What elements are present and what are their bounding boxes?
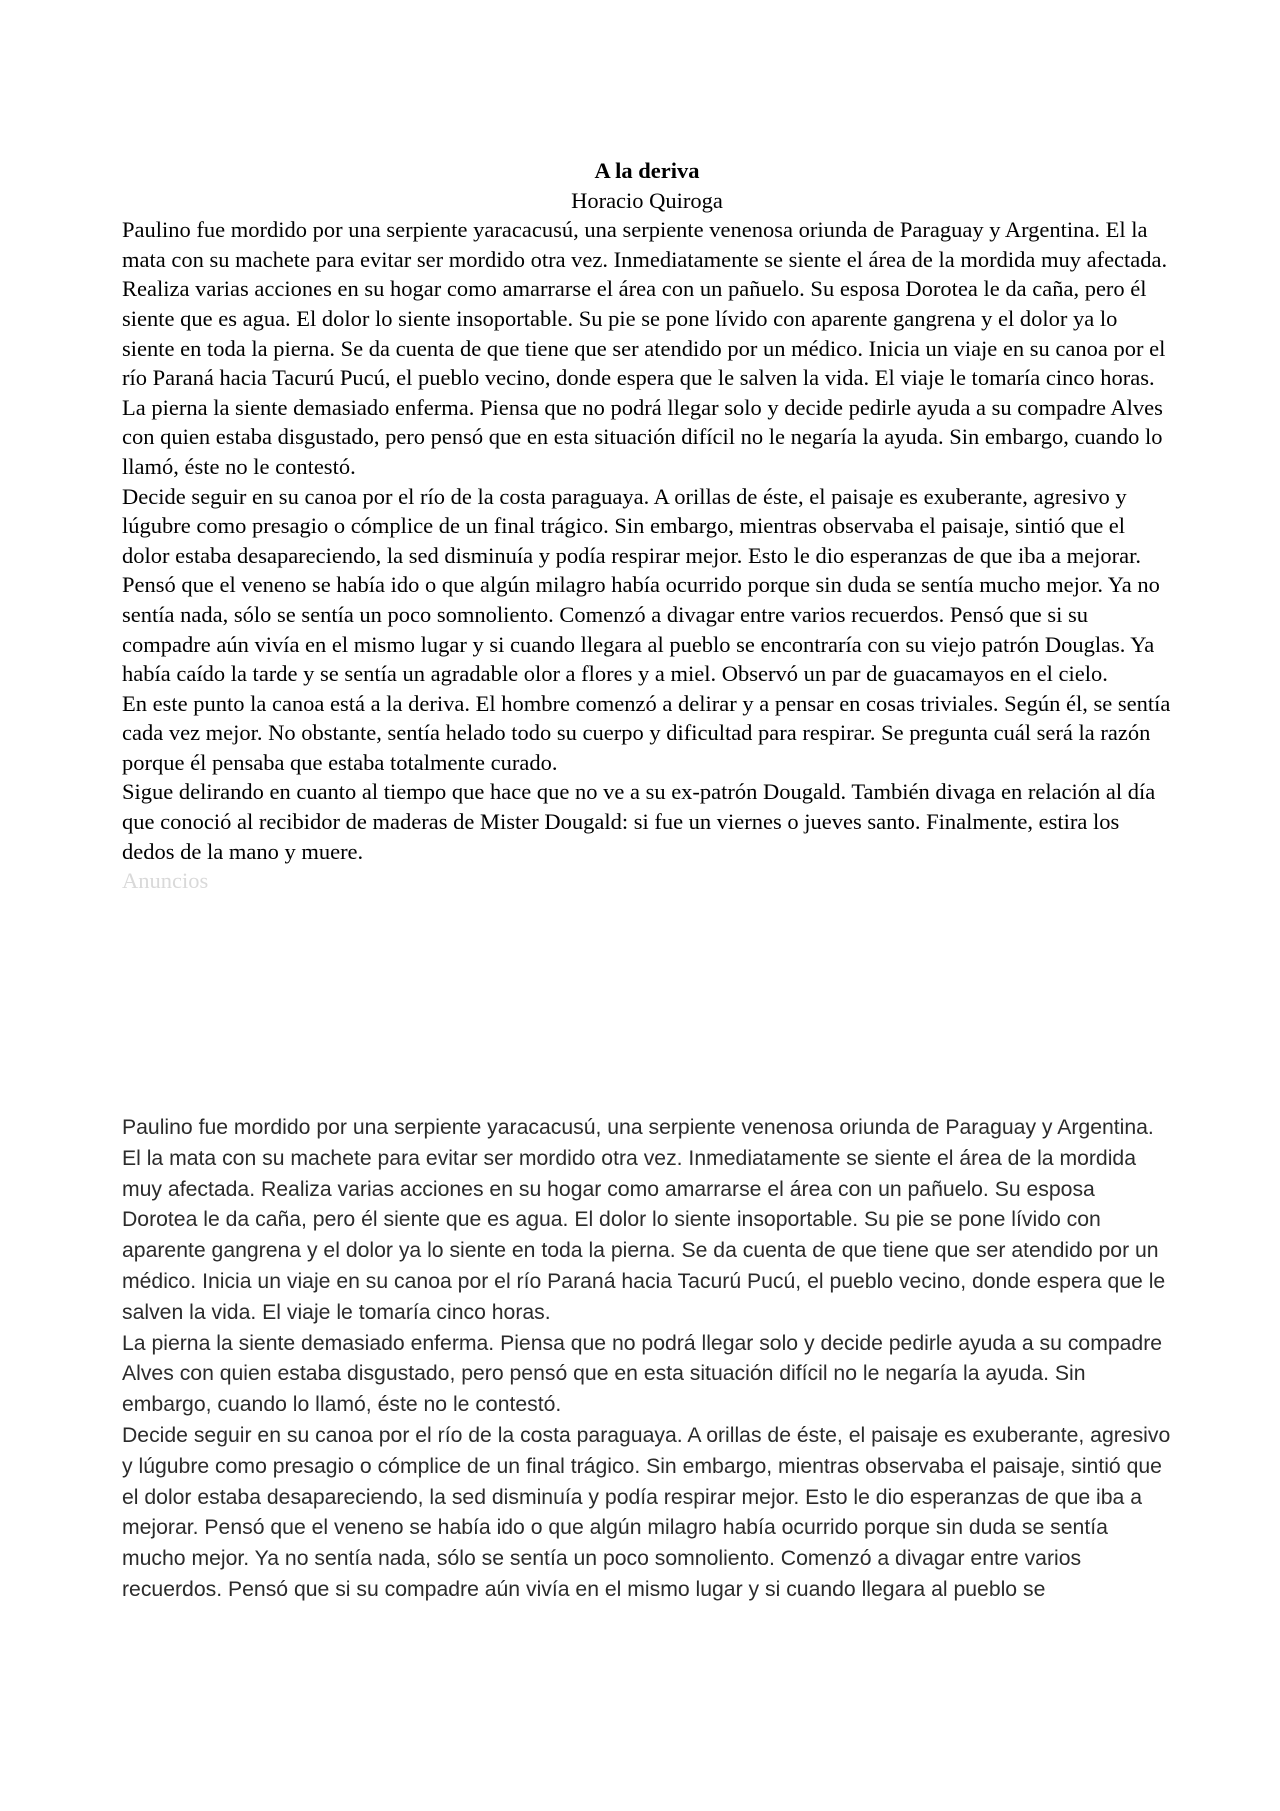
page-title: A la deriva bbox=[594, 158, 700, 183]
repost-text bbox=[122, 1113, 1172, 1606]
repost-paragraph-2: La pierna la siente demasiado enferma. Piensa que no podrá llegar solo y decide pedirle ayuda a su compadre Alves con quien estaba disgustado, pero pensó que en esta situación difícil no le negaría la ayuda. Sin embargo, cuando lo llamó, éste no le contestó. bbox=[122, 1331, 1163, 1417]
story-summary bbox=[122, 156, 1172, 896]
paragraph-4: En este punto la canoa está a la deriva. El hombre comenzó a delirar y a pensar en cosas triviales. Según él, se sentía cada vez mejor. No obstante, sentía helado todo su cuerpo y dificultad para respirar. Se pregunta cuál será la razón porque él pensaba que estaba totalmente curado. bbox=[122, 690, 1171, 775]
paragraph-3: Decide seguir en su canoa por el río de la costa paraguaya. A orillas de éste, el paisaje es exuberante, agresivo y lúgubre como presagio o cómplice de un final trágico. Sin embargo, mientras observaba el paisaje, sintió que el dolor estaba desapareciendo, la sed disminuía y podía respirar mejor. Esto le dio esperanzas de que iba a mejorar. Pensó que el veneno se había ido o que algún milagro había ocurrido porque sin duda se sentía mucho mejor. Ya no sentía nada, sólo se sentía un poco somnoliento. Comenzó a divagar entre varios recuerdos. Pensó que si su compadre aún vivía en el mismo lugar y si cuando llegara al pueblo se encontraría con su viejo patrón Douglas. Ya había caído la tarde y se sentía un agradable olor a flores y a miel. Observó un par de guacamayos en el cielo. bbox=[122, 483, 1160, 687]
repost-paragraph-1: Paulino fue mordido por una serpiente yaracacusú, una serpiente venenosa oriunda de Paraguay y Argentina. El la mata con su machete para evitar ser mordido otra vez. Inmediatamente se siente el área de la mordida muy afectada. Realiza varias acciones en su hogar como amarrarse el área con un pañuelo. Su esposa Dorotea le da caña, pero él siente que es agua. El dolor lo siente insoportable. Su pie se pone lívido con aparente gangrena y el dolor ya lo siente en toda la pierna. Se da cuenta de que tiene que ser atendido por un médico. Inicia un viaje en su canoa por el río Paraná hacia Tacurú Pucú, el pueblo vecino, donde espera que le salven la vida. El viaje le tomaría cinco horas. bbox=[122, 1116, 1166, 1324]
author-name: Horacio Quiroga bbox=[571, 187, 723, 213]
paragraph-1: Paulino fue mordido por una serpiente yaracacusú, una serpiente venenosa oriunda de Paraguay y Argentina. El la mata con su machete para evitar ser mordido otra vez. Inmediatamente se siente el área de la mordida muy afectada. Realiza varias acciones en su hogar como amarrarse el área con un pañuelo. Su esposa Dorotea le da caña, pero él siente que es agua. El dolor lo siente insoportable. Su pie se pone lívido con aparente gangrena y el dolor ya lo siente en toda la pierna. Se da cuenta de que tiene que ser atendido por un médico. Inicia un viaje en su canoa por el río Paraná hacia Tacurú Pucú, el pueblo vecino, donde espera que le salven la vida. El viaje le tomaría cinco horas. bbox=[122, 217, 1168, 391]
repost-paragraph-3: Decide seguir en su canoa por el río de la costa paraguaya. A orillas de éste, el paisaje es exuberante, agresivo y lúgubre como presagio o cómplice de un final trágico. Sin embargo, mientras observaba el paisaje, sintió que el dolor estaba desapareciendo, la sed disminuía y podía respirar mejor. Esto le dio esperanzas de que iba a mejorar. Pensó que el veneno se había ido o que algún milagro había ocurrido porque sin duda se sentía mucho mejor. Ya no sentía nada, sólo se sentía un poco somnoliento. Comenzó a divagar entre varios recuerdos. Pensó que si su compadre aún vivía en el mismo lugar y si cuando llegara al pueblo se bbox=[122, 1423, 1171, 1601]
paragraph-2: La pierna la siente demasiado enferma. Piensa que no podrá llegar solo y decide pedirle ayuda a su compadre Alves con quien estaba disgustado, pero pensó que en esta situación difícil no le negaría la ayuda. Sin embargo, cuando lo llamó, éste no le contestó. bbox=[122, 394, 1163, 479]
ads-label: Anuncios bbox=[122, 868, 209, 894]
paragraph-5: Sigue delirando en cuanto al tiempo que hace que no ve a su ex-patrón Dougald. También divaga en relación al día que conoció al recibidor de maderas de Mister Dougald: si fue un viernes o jueves santo. Finalmente, estira los dedos de la mano y muere. bbox=[122, 779, 1156, 864]
